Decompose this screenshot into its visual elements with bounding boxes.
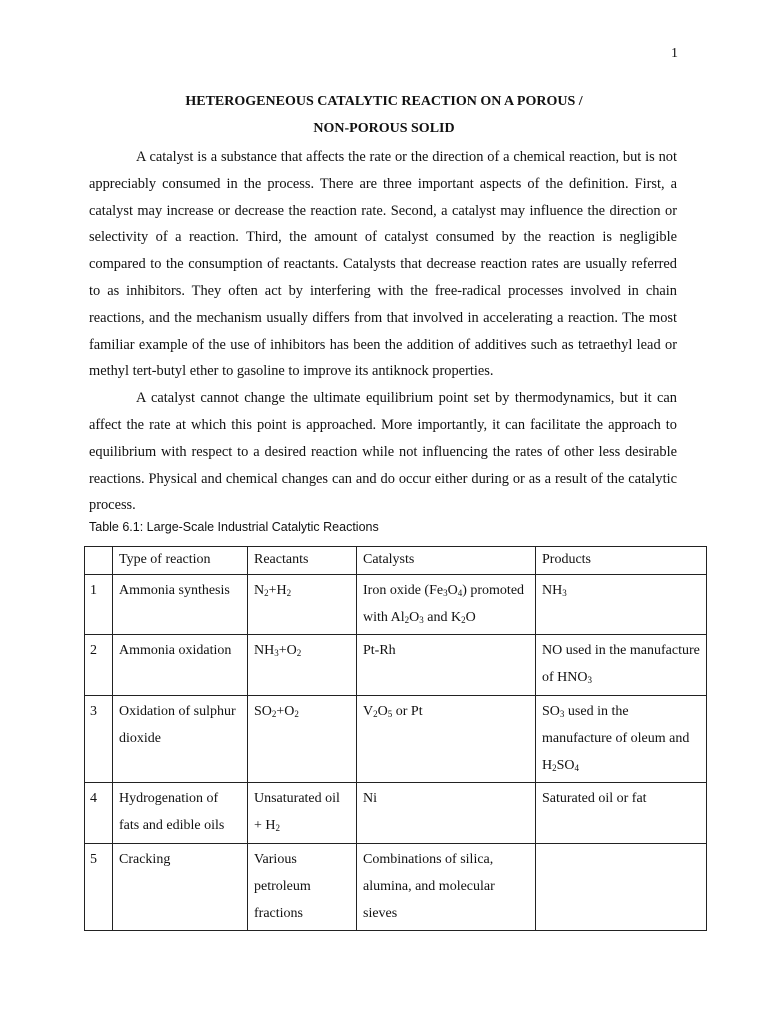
catalysts-cell: Combinations of silica, alumina, and molecular sieves [357,843,536,930]
header-reactants: Reactants [248,547,357,575]
paragraph-2: A catalyst cannot change the ultimate equilibrium point set by thermodynamics, but it can affect the rate at which this point is approached. More importantly, it can facilitate the approach to equilibrium with respect to a desired reaction while not influencing the rates of other less desirable reactions. Physical and chemical changes can and do occur either during or as a result of the catalytic process. [89,390,677,514]
type-of-reaction-cell: Oxidation of sulphur dioxide [113,695,248,782]
catalysts-cell: Iron oxide $(Fe_3O_4)$ promoted with $Al_2O_3$ and $K_2O$ [357,574,536,635]
paragraph-1: A catalyst is a substance that affects the rate or the direction of a chemical reaction, but is not appreciably consumed in the process. There are three important aspects of the definition. First, a catalyst may increase or decrease the reaction rate. Second, a catalyst may influence the direction or selectivity of a reaction. Third, the amount of catalyst consumed by the reaction is negligible compared to the consumption of reactants. Catalysts that decrease reaction rates are usually referred to as inhibitors. They often act by interfering with the free-radical processes involved in chain reactions, and the mechanism usually differs from that involved in accelerating a reaction. The most familiar example of the use of inhibitors has been the addition of additives such as tetraethyl lead or methyl tert-butyl ether to gasoline to improve its antiknock properties. [89,149,677,380]
type-of-reaction-cell: Ammonia oxidation [113,635,248,696]
table-row [85,843,707,930]
products-cell: $NH_3$ [536,574,707,635]
reactants-cell: $SO_2+O_2$ [248,695,357,782]
document-title-line-2: NON-POROUS SOLID [313,121,455,136]
body-text [89,144,677,519]
header-number [85,547,113,575]
row-number-cell: 1 [85,574,113,635]
table-row [85,695,707,782]
reactants-cell: $NH_3+O_2$ [248,635,357,696]
catalysts-cell: Ni [357,783,536,844]
table-row [85,783,707,844]
table-body [85,574,707,931]
catalytic-reactions-table [84,546,707,931]
page-number: 1 [671,46,678,61]
products-cell [536,843,707,930]
row-number-cell: 3 [85,695,113,782]
row-number-cell: 5 [85,843,113,930]
table-header-row [85,547,707,575]
row-number-cell: 4 [85,783,113,844]
reactants-cell: Various petroleum fractions [248,843,357,930]
type-of-reaction-cell: Ammonia synthesis [113,574,248,635]
reactants-cell: Unsaturated oil + $H_2$ [248,783,357,844]
catalysts-cell: Pt-Rh [357,635,536,696]
row-number-cell: 2 [85,635,113,696]
header-type-of-reaction: Type of reaction [113,547,248,575]
table-row [85,635,707,696]
table-row [85,574,707,635]
header-products: Products [536,547,707,575]
table-caption: Table 6.1: Large-Scale Industrial Catalytic Reactions [89,520,379,534]
header-catalysts: Catalysts [357,547,536,575]
type-of-reaction-cell: Cracking [113,843,248,930]
products-cell: NO used in the manufacture of $HNO_3$ [536,635,707,696]
products-cell: Saturated oil or fat [536,783,707,844]
reactants-cell: $N_2+H_2$ [248,574,357,635]
document-title-line-1: HETEROGENEOUS CATALYTIC REACTION ON A POROUS / [185,94,583,109]
type-of-reaction-cell: Hydrogenation of fats and edible oils [113,783,248,844]
catalysts-cell: $V_2O_5$ or Pt [357,695,536,782]
products-cell: $SO_3$ used in the manufacture of oleum and $H_2SO_4$ [536,695,707,782]
